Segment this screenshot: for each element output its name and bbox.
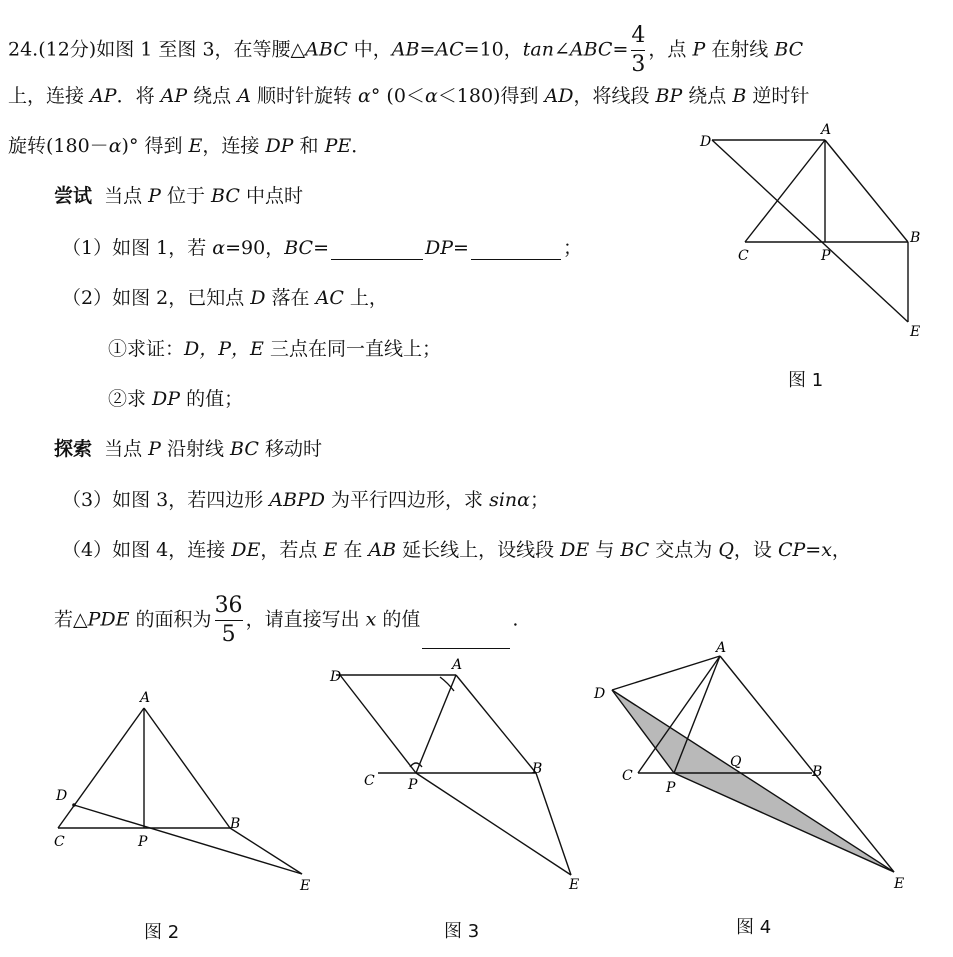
label-c: C — [738, 248, 749, 264]
segment-label: DE — [231, 539, 261, 561]
segment-label: AD — [544, 85, 574, 107]
segment-pe — [674, 773, 894, 872]
label-p: P — [138, 834, 148, 850]
label-a: A — [821, 122, 832, 138]
try-heading — [54, 184, 303, 208]
problem-text: ，点 — [648, 38, 693, 61]
question-text: ，请直接写出 — [245, 608, 366, 631]
segment-label: DP — [152, 388, 181, 410]
problem-text: ，连接 — [202, 135, 266, 157]
segment-label: AB — [368, 539, 397, 561]
figure-2 — [40, 690, 330, 900]
problem-text: 在射线 — [705, 38, 775, 61]
question-text: 落在 — [265, 287, 316, 309]
segment-pe — [416, 773, 571, 875]
point-label: E — [188, 135, 203, 157]
question-text: ②求 — [108, 388, 153, 410]
label-d: D — [594, 686, 606, 702]
segment-de — [612, 690, 894, 872]
segment-label: BC — [620, 539, 650, 561]
question-text: = — [313, 237, 329, 259]
label-b: B — [812, 764, 823, 780]
sin-expression: sinα — [489, 489, 530, 511]
question-text: . — [512, 608, 519, 631]
question-text: 的面积为 — [129, 608, 212, 631]
triangle-label: PDE — [87, 608, 130, 631]
segment-ad — [612, 656, 720, 690]
question-text: ； — [562, 237, 582, 259]
angle-label: α — [108, 135, 122, 157]
label-b: B — [230, 816, 241, 832]
point-label: P — [148, 185, 161, 207]
section-text: 位于 — [160, 185, 212, 207]
label-d: D — [700, 134, 712, 150]
question-text: ①求证： — [108, 338, 185, 360]
point-d — [72, 803, 76, 807]
fraction-denominator: 3 — [631, 52, 646, 77]
question-text: （1）如图 1，若 — [62, 237, 213, 259]
point-label: P — [148, 438, 161, 460]
question-2 — [62, 286, 388, 310]
fraction-denominator: 5 — [221, 622, 236, 647]
question-text: ； — [529, 489, 549, 511]
question-text: ，设 — [733, 539, 778, 561]
segment-dpe — [74, 805, 302, 874]
fraction-area — [215, 592, 243, 649]
label-c: C — [54, 834, 65, 850]
problem-text: ． — [351, 135, 371, 157]
segment-ab — [456, 675, 536, 773]
segment-label: BC — [774, 38, 804, 61]
tan-expression: tan∠ABC — [522, 38, 613, 61]
segment-label: AB — [391, 38, 420, 61]
problem-text: 绕点 — [187, 85, 238, 107]
variable-label: x — [821, 539, 832, 561]
question-3 — [62, 488, 549, 512]
section-text: 当点 — [104, 185, 149, 207]
segment-label: AC — [315, 287, 344, 309]
segment-label: BP — [655, 85, 683, 107]
label-b: B — [910, 230, 921, 246]
problem-text: 逆时针 — [746, 85, 810, 107]
segment-ac — [745, 140, 825, 242]
dp-answer-blank[interactable] — [471, 239, 561, 260]
segment-label: BC — [284, 237, 314, 259]
fraction-four-thirds — [631, 22, 645, 79]
point-label: A — [237, 85, 251, 107]
triangle-label: ABC — [305, 38, 348, 61]
problem-text: 顺时针旋转 — [250, 85, 359, 107]
segment-be — [230, 828, 302, 874]
segment-label: DE — [560, 539, 590, 561]
problem-text: =10， — [463, 38, 523, 61]
label-p: P — [821, 248, 831, 264]
figure-4-caption: 图 4 — [736, 917, 772, 938]
question-text: =90， — [225, 237, 285, 259]
label-p: P — [408, 777, 418, 793]
question-text: 上， — [343, 287, 388, 309]
question-2-part-2 — [108, 387, 243, 411]
label-c: C — [364, 773, 375, 789]
problem-text: )° 得到 — [121, 135, 189, 157]
question-2-part-1 — [108, 337, 441, 361]
segment-label: AP — [160, 85, 188, 107]
figure-3-caption: 图 3 — [444, 921, 480, 942]
angle-label: α — [212, 237, 226, 259]
quadrilateral-label: ABPD — [269, 489, 325, 511]
label-e: E — [910, 324, 921, 340]
segment-label: AP — [90, 85, 117, 107]
problem-text: = — [419, 38, 436, 61]
question-text: （3）如图 3，若四边形 — [62, 489, 270, 511]
label-p: P — [666, 780, 676, 796]
question-1 — [62, 236, 582, 260]
point-label: P — [692, 38, 706, 61]
fraction-numerator: 36 — [215, 592, 243, 621]
bc-answer-blank[interactable] — [331, 239, 423, 260]
fraction-numerator: 4 — [631, 22, 645, 51]
question-text: （4）如图 4，连接 — [62, 539, 232, 561]
label-a: A — [452, 657, 463, 673]
problem-text: 和 — [293, 135, 325, 157]
problem-line-1 — [8, 22, 803, 79]
question-text: = — [805, 539, 822, 561]
question-4 — [62, 538, 851, 562]
try-label: 尝试 — [54, 185, 93, 207]
question-text: 三点在同一直线上； — [263, 338, 441, 360]
question-text: 延长线上，设线段 — [396, 539, 561, 561]
figure-4 — [590, 640, 920, 890]
problem-text: 上，连接 — [8, 85, 91, 107]
label-a: A — [140, 690, 151, 706]
problem-number: 24. — [8, 38, 39, 61]
question-4-line-2 — [54, 592, 518, 649]
question-text: ，若点 — [260, 539, 324, 561]
figure-1 — [690, 118, 930, 348]
label-c: C — [622, 768, 633, 784]
point-label: B — [732, 85, 747, 107]
problem-score: (12分) — [38, 38, 97, 61]
problem-text: ，将线段 — [573, 85, 656, 107]
problem-line-2 — [8, 84, 809, 108]
segment-label: DP — [425, 237, 454, 259]
label-e: E — [300, 878, 311, 894]
segment-be — [536, 773, 571, 875]
question-text: 在 — [337, 539, 369, 561]
problem-text: 如图 1 至图 3，在等腰△ — [96, 38, 306, 61]
label-b: B — [532, 761, 543, 777]
label-a: A — [716, 640, 727, 656]
figure-1-caption: 图 1 — [788, 370, 824, 391]
problem-line-3 — [8, 134, 370, 158]
segment-label: BC — [230, 438, 259, 460]
segment-label: DP — [265, 135, 294, 157]
segment-ac — [58, 708, 144, 828]
angle-label: α° — [358, 85, 381, 107]
figure-2-caption: 图 2 — [144, 922, 180, 943]
segment-dp — [340, 675, 416, 773]
problem-text: ＜180)得到 — [437, 85, 545, 107]
segment-label: BC — [211, 185, 240, 207]
question-text: 为平行四边形，求 — [324, 489, 490, 511]
section-text: 沿射线 — [160, 438, 231, 460]
point-label: D — [250, 287, 266, 309]
angle-label: α — [424, 85, 438, 107]
segment-ab — [825, 140, 908, 242]
variable-label: x — [365, 608, 377, 631]
section-text: 当点 — [104, 438, 149, 460]
point-label: Q — [718, 539, 734, 561]
problem-text: 绕点 — [682, 85, 733, 107]
segment-abe — [720, 656, 894, 872]
segment-ap — [416, 675, 456, 773]
segment-label: CP — [777, 539, 806, 561]
question-text: 的值 — [376, 608, 421, 631]
problem-text: 旋转(180－ — [8, 135, 109, 157]
problem-text: 中， — [347, 38, 392, 61]
point-label: E — [323, 539, 338, 561]
question-text: ， — [831, 539, 851, 561]
points-label: D，P，E — [184, 338, 264, 360]
section-text: 移动时 — [258, 438, 322, 460]
x-answer-blank[interactable] — [422, 628, 510, 649]
question-text: 的值； — [180, 388, 244, 410]
label-e: E — [569, 877, 580, 890]
label-d: D — [330, 669, 342, 685]
figure-3 — [326, 655, 596, 890]
explore-label: 探索 — [54, 438, 93, 460]
question-text: 若△ — [54, 608, 88, 631]
label-q: Q — [730, 754, 742, 770]
question-text: 与 — [589, 539, 621, 561]
segment-label: PE — [324, 135, 352, 157]
problem-text: ．将 — [116, 85, 161, 107]
question-text: = — [453, 237, 469, 259]
question-text: 交点为 — [649, 539, 719, 561]
section-text: 中点时 — [239, 185, 303, 207]
question-text: （2）如图 2，已知点 — [62, 287, 251, 309]
label-d: D — [56, 788, 68, 804]
label-e: E — [894, 876, 905, 890]
problem-text: (0＜ — [380, 85, 425, 107]
segment-ab — [144, 708, 230, 828]
explore-heading — [54, 437, 322, 461]
segment-dpe — [712, 140, 908, 322]
problem-text: = — [612, 38, 629, 61]
segment-label: AC — [435, 38, 464, 61]
